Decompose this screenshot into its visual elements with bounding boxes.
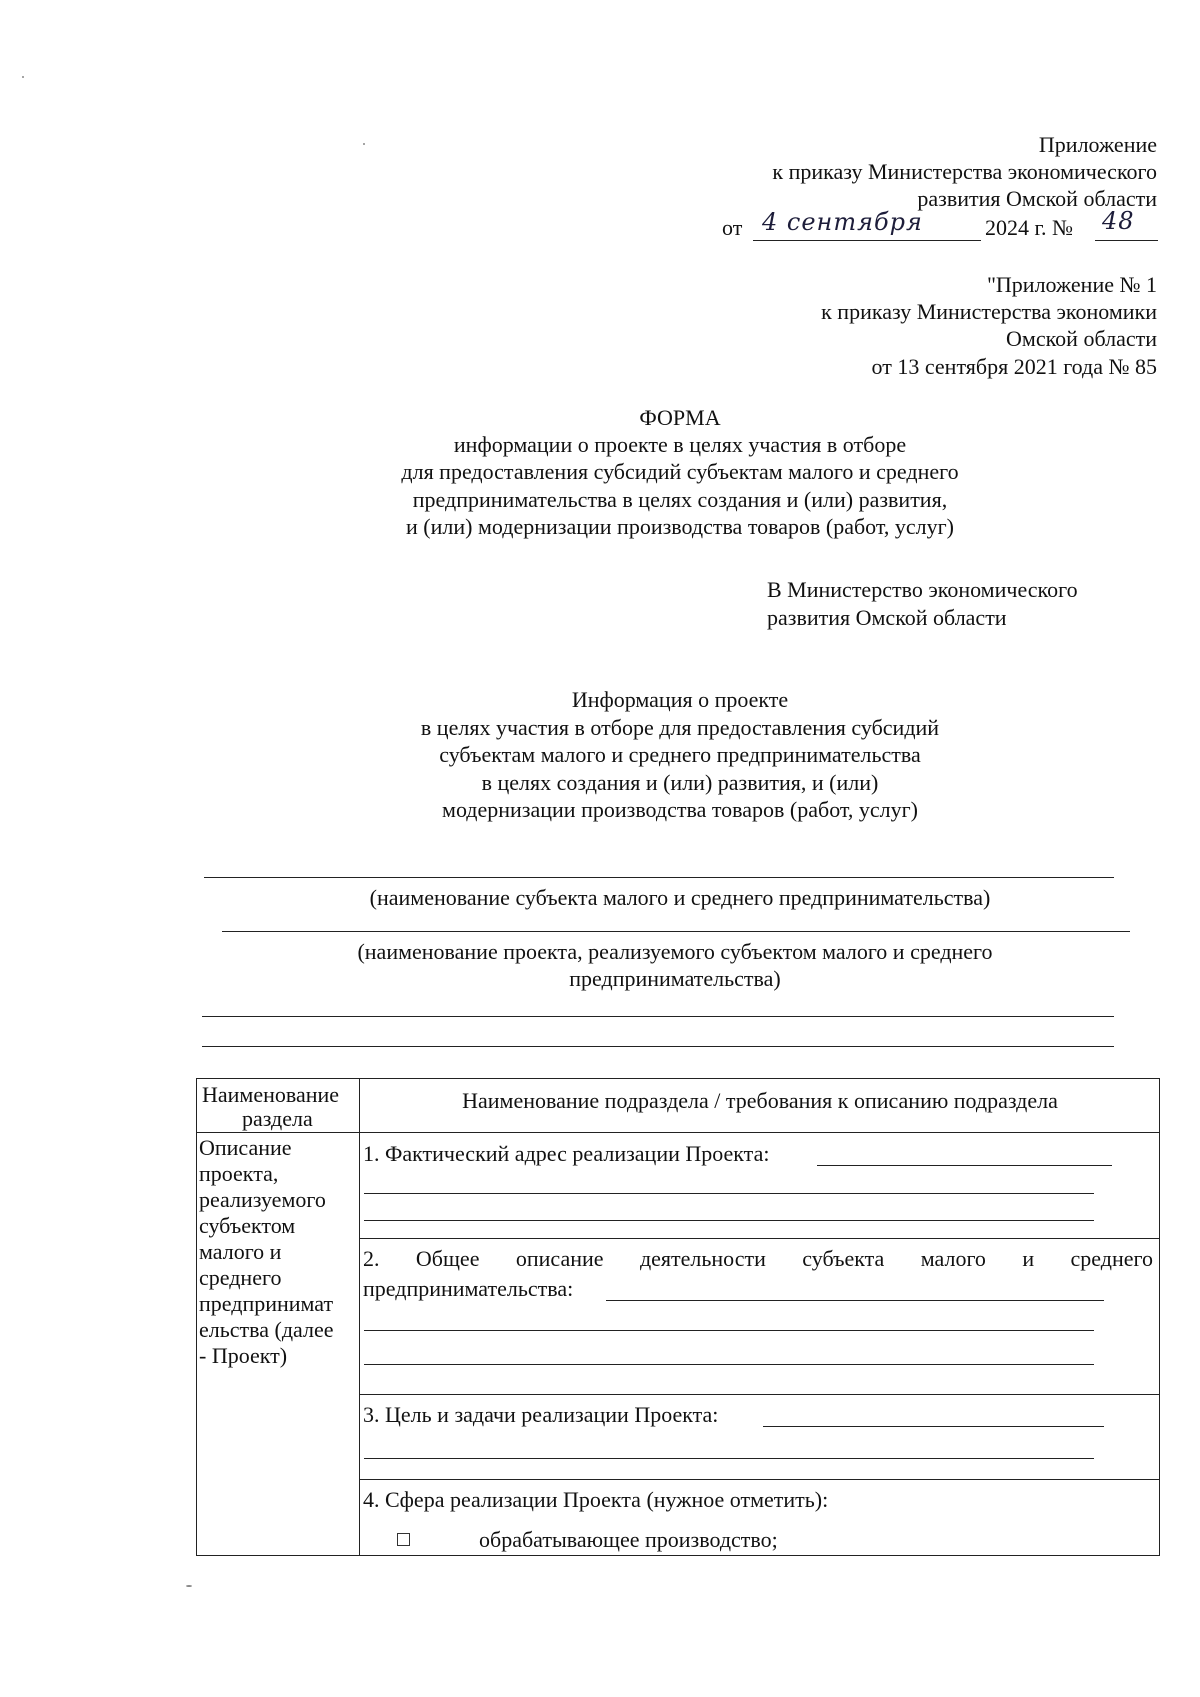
info-title-line: субъектам малого и среднего предпринимательства (439, 742, 921, 767)
project-name-caption: (наименование проекта, реализуемого субъектом малого и среднего (357, 939, 993, 964)
info-title-line: в целях участия в отборе для предоставления субсидий (420, 715, 940, 740)
item-activity-word: деятельности (639, 1246, 766, 1271)
header-date-prefix: от (722, 215, 743, 240)
item-activity-word: субъекта (802, 1246, 885, 1271)
section-name-line: предпринимат (199, 1291, 334, 1316)
section-name-line: малого и (199, 1239, 282, 1264)
info-title-line: модернизации производства товаров (работ, услуг) (442, 797, 918, 822)
address-input-line[interactable] (364, 1193, 1094, 1194)
section-name-line: среднего (199, 1265, 282, 1290)
item-activity-word: описание (515, 1246, 604, 1271)
subject-name-caption: (наименование субъекта малого и среднего предпринимательства) (369, 885, 991, 910)
addressee-line: В Министерство экономического (767, 577, 1078, 602)
project-name-line[interactable] (222, 931, 1130, 932)
item-activity-word: малого (920, 1246, 986, 1271)
blank-line[interactable] (202, 1046, 1114, 1047)
form-title-line: для предоставления субсидий субъектам малого и среднего (401, 459, 959, 484)
header-order-line: к приказу Министерства экономического (772, 159, 1157, 184)
goals-input-line[interactable] (763, 1426, 1104, 1427)
item-project-sphere: 4. Сфера реализации Проекта (нужное отметить): (363, 1487, 829, 1512)
section-name-line: - Проект) (199, 1343, 288, 1368)
item-activity-word: среднего (1070, 1246, 1153, 1271)
project-info-table (196, 1078, 1160, 1556)
header-ministry-line: развития Омской области (917, 186, 1157, 211)
address-input-line[interactable] (364, 1220, 1094, 1221)
scan-speck (186, 1585, 192, 1587)
project-name-caption: предпринимательства) (569, 966, 781, 991)
table-header-section: Наименование (202, 1082, 340, 1107)
date-underline (753, 240, 981, 241)
addressee-line: развития Омской области (767, 605, 1007, 630)
item-activity-word: 2. (363, 1246, 380, 1271)
table-header-subsection: Наименование подраздела / требования к описанию подраздела (462, 1088, 1058, 1113)
item-activity-description (363, 1245, 1153, 1273)
item-project-goals: 3. Цель и задачи реализации Проекта: (363, 1402, 719, 1427)
row-divider (359, 1394, 1159, 1395)
section-name-line: Описание (199, 1135, 292, 1160)
form-title-line: и (или) модернизации производства товаров (работ, услуг) (406, 514, 954, 539)
old-appendix-region-line: Омской области (1006, 326, 1157, 351)
item-actual-address: 1. Фактический адрес реализации Проекта: (363, 1141, 770, 1166)
old-appendix-order-line: к приказу Министерства экономики (821, 299, 1157, 324)
header-appendix-label: Приложение (1038, 132, 1157, 157)
section-name-line: субъектом (199, 1213, 296, 1238)
column-divider (359, 1078, 360, 1556)
section-name-line: проекта, (199, 1161, 279, 1186)
scan-speck (22, 76, 24, 78)
row-divider (359, 1238, 1159, 1239)
section-name-cell (199, 1135, 334, 1369)
activity-input-line[interactable] (364, 1364, 1094, 1365)
goals-input-line[interactable] (364, 1458, 1094, 1459)
old-appendix-label: "Приложение № 1 (986, 272, 1157, 297)
activity-input-line[interactable] (364, 1330, 1094, 1331)
blank-line[interactable] (202, 1016, 1114, 1017)
header-year-number: 2024 г. № (985, 215, 1074, 240)
form-title-line: информации о проекте в целях участия в отборе (453, 432, 907, 457)
form-title: ФОРМА (639, 405, 721, 430)
manufacturing-checkbox[interactable] (397, 1533, 410, 1546)
row-divider (359, 1479, 1159, 1480)
table-header-section: раздела (242, 1106, 313, 1131)
item-activity-word: и (1022, 1246, 1035, 1271)
handwritten-date: 4 сентября (762, 208, 923, 236)
subject-name-line[interactable] (204, 877, 1114, 878)
address-input-line[interactable] (817, 1165, 1112, 1166)
section-name-line: ельства (далее (199, 1317, 334, 1342)
activity-input-line[interactable] (606, 1300, 1104, 1301)
item-activity-description-cont: предпринимательства: (363, 1276, 574, 1301)
handwritten-number: 48 (1102, 207, 1135, 235)
info-title-line: в целях создания и (или) развития, и (или) (481, 770, 879, 795)
old-appendix-date-line: от 13 сентября 2021 года № 85 (871, 354, 1157, 379)
header-row-border (197, 1132, 1159, 1133)
info-title: Информация о проекте (571, 687, 789, 712)
scan-speck (363, 143, 365, 145)
item-activity-word: Общее (415, 1246, 480, 1271)
section-name-line: реализуемого (199, 1187, 326, 1212)
option-manufacturing: обрабатывающее производство; (479, 1527, 778, 1552)
form-title-line: предпринимательства в целях создания и (или) развития, (412, 487, 948, 512)
number-underline (1095, 240, 1158, 241)
